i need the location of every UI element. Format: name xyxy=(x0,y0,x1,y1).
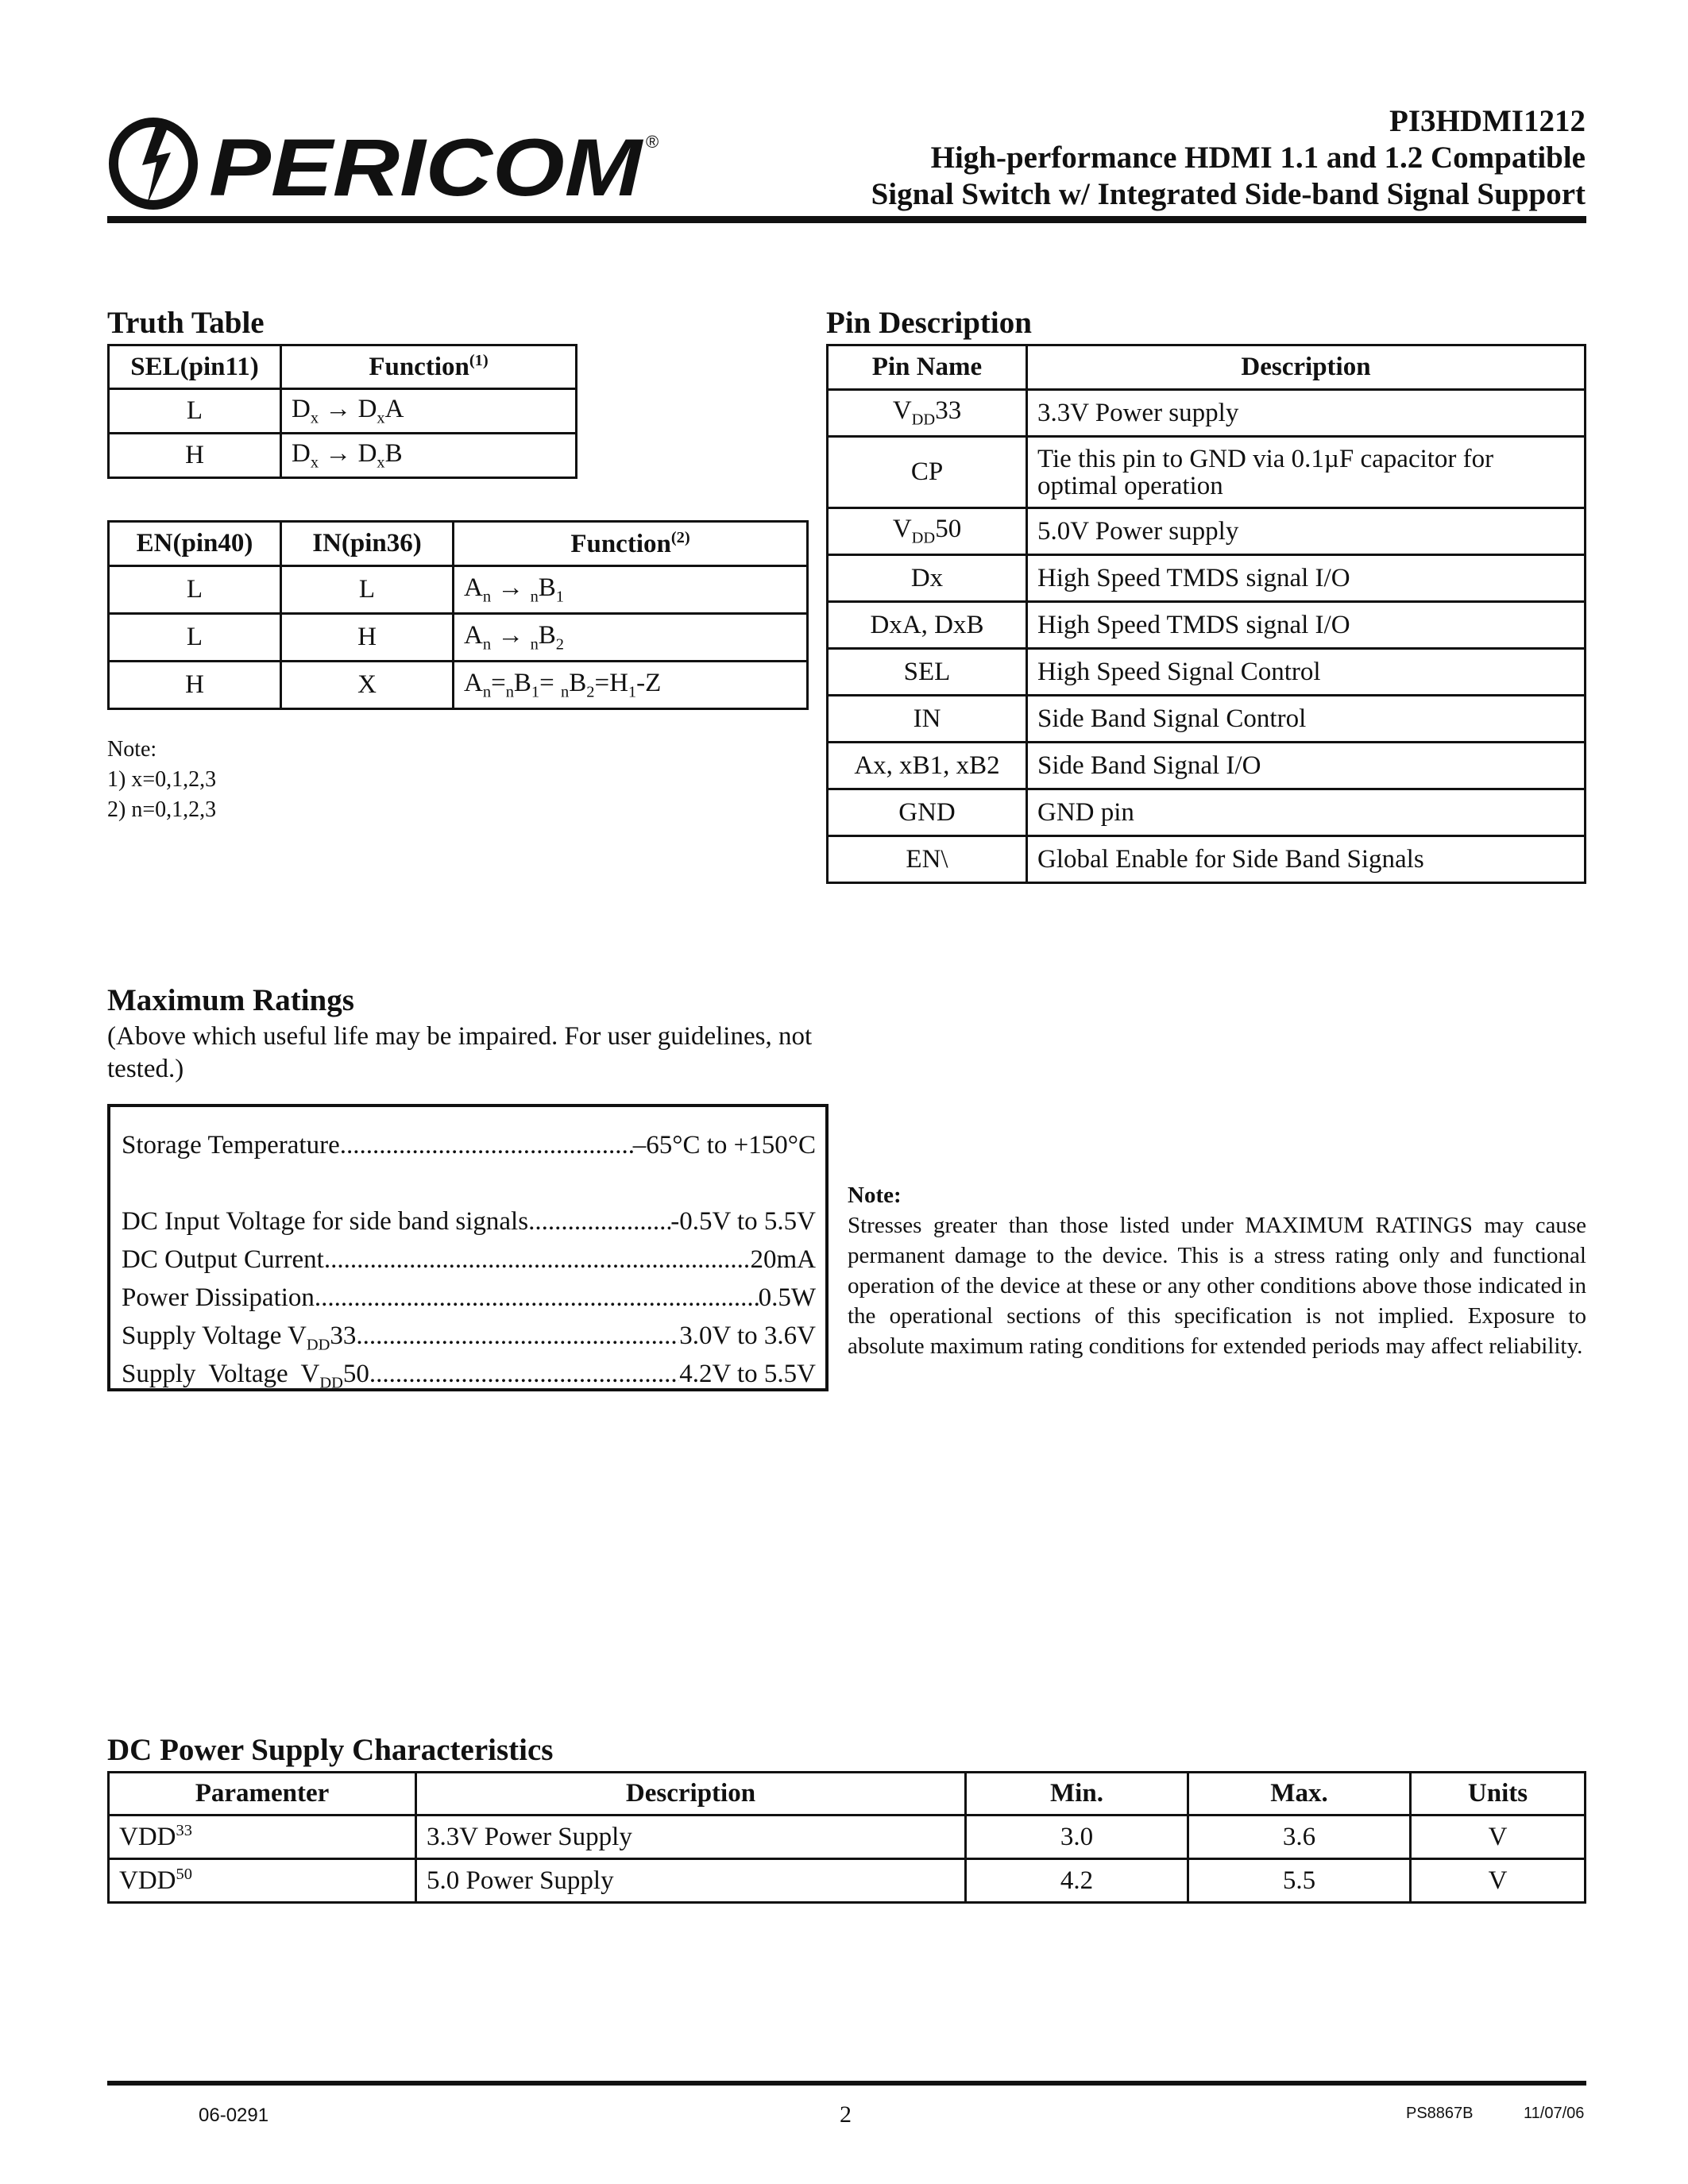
sel-header: SEL(pin11) xyxy=(109,345,281,389)
page-number: 2 xyxy=(840,2101,852,2128)
svg-text:®: ® xyxy=(646,132,659,152)
table-row: VDD$^{33}$ 3.3V Power Supply 3.0 3.6 V xyxy=(109,1815,1586,1859)
table-row: SEL High Speed Signal Control xyxy=(828,649,1586,696)
pericom-logo xyxy=(107,118,663,213)
function-header: Function$^{(1)}$ xyxy=(281,345,577,389)
pin-description-table: Pin Name Description $V_{DD}33$ 3.3V Power supply CP Tie this pin to GND via 0.1µF capacitor for optimal operation $V_{DD}50$ 5.0V Power supply Dx High Speed TMDS signal I/O DxA, DxB High Speed TMDS signal I/O SEL High Speed Signal Control IN Side Band Signal Control Ax, xB1, xB2 Side Band Signal I/O GND GND pin EN\ Global Enable for Side Band Signals xyxy=(826,344,1586,884)
rating-line: Supply Voltage $V_{DD}33$ ..... 3.0V to 3.6V xyxy=(122,1322,816,1355)
stress-note: Note: Stresses greater than those listed under MAXIMUM RATINGS may cause permanent damage to the device. This is a stress rating only and functional operation of the device at these or any other conditions above those indicated in the operational sections of this specification is not implied. Exposure to absolute maximum rating conditions for extended periods may affect reliability. xyxy=(848,1183,1586,1359)
table-row: H X $A_n=_nB_1= _nB_2=H_1-Z$ xyxy=(109,662,808,709)
table-row: Ax, xB1, xB2 Side Band Signal I/O xyxy=(828,743,1586,789)
table-row: L $D_x \to D_xA$ xyxy=(109,389,577,434)
footer-date: 11/07/06 xyxy=(1524,2105,1585,2122)
doc-number: 06-0291 xyxy=(199,2105,269,2126)
footer-rule xyxy=(107,2081,1586,2086)
sel-truth-table xyxy=(107,344,577,479)
table-row: L H $A_n \to _nB_2$ xyxy=(109,614,808,662)
header-title-block xyxy=(871,103,1586,213)
table-row: $V_{DD}33$ 3.3V Power supply xyxy=(828,390,1586,437)
table-row: Dx High Speed TMDS signal I/O xyxy=(828,555,1586,602)
pin-description-heading: Pin Description xyxy=(826,306,1032,340)
rating-line: DC Output Current ..... 20mA xyxy=(122,1245,816,1275)
rating-line: Supply Voltage $V_{DD}50$ ..... 4.2V to 5.5V xyxy=(122,1360,816,1393)
doc-title-line1: High-performance HDMI 1.1 and 1.2 Compatible xyxy=(930,141,1586,175)
header-rule xyxy=(107,216,1586,223)
table-row: L L $A_n \to _nB_1$ xyxy=(109,566,808,614)
rating-line: DC Input Voltage for side band signals ..... -0.5V to 5.5V xyxy=(122,1207,816,1237)
max-ratings-box xyxy=(107,1104,829,1391)
rating-line: Storage Temperature ..... –65°C to +150°C xyxy=(122,1131,816,1160)
ps-number: PS8867B xyxy=(1406,2105,1474,2122)
rating-line: Power Dissipation ..... 0.5W xyxy=(122,1283,816,1313)
table-row: VDD$^{50}$ 5.0 Power Supply 4.2 5.5 V xyxy=(109,1859,1586,1903)
doc-title-line2: Signal Switch w/ Integrated Side-band Signal Support xyxy=(871,177,1586,211)
table-row: CP Tie this pin to GND via 0.1µF capacitor for optimal operation xyxy=(828,437,1586,508)
truth-table-heading: Truth Table xyxy=(107,306,265,340)
part-number: PI3HDMI1212 xyxy=(1389,104,1586,138)
table-row: $V_{DD}50$ 5.0V Power supply xyxy=(828,508,1586,555)
table-row: DxA, DxB High Speed TMDS signal I/O xyxy=(828,602,1586,649)
table-row: EN\ Global Enable for Side Band Signals xyxy=(828,836,1586,883)
max-ratings-subtitle: (Above which useful life may be impaired. For user guidelines, not tested.) xyxy=(107,1022,813,1083)
truth-table-notes: Note: 1) x=0,1,2,3 2) n=0,1,2,3 xyxy=(107,737,217,822)
table-row: H $D_x \to D_xB$ xyxy=(109,434,577,478)
max-ratings-heading: Maximum Ratings xyxy=(107,983,354,1017)
dc-power-table: Paramenter Description Min. Max. Units VDD$^{33}$ 3.3V Power Supply 3.0 3.6 V VDD$^{50}$ 5.0 Power Supply 4.2 5.5 V xyxy=(107,1771,1586,1904)
en-truth-table: EN(pin40) IN(pin36) Function$^{(2)}$ L L $A_n \to _nB_1$ L H $A_n \to _nB_2$ H X $A_n=_nB_1= _nB_2=H_1-Z$ xyxy=(107,520,809,710)
table-row: IN Side Band Signal Control xyxy=(828,696,1586,743)
brand-wordmark: PERICOM xyxy=(209,122,644,213)
dc-power-heading: DC Power Supply Characteristics xyxy=(107,1733,554,1767)
table-row: GND GND pin xyxy=(828,789,1586,836)
